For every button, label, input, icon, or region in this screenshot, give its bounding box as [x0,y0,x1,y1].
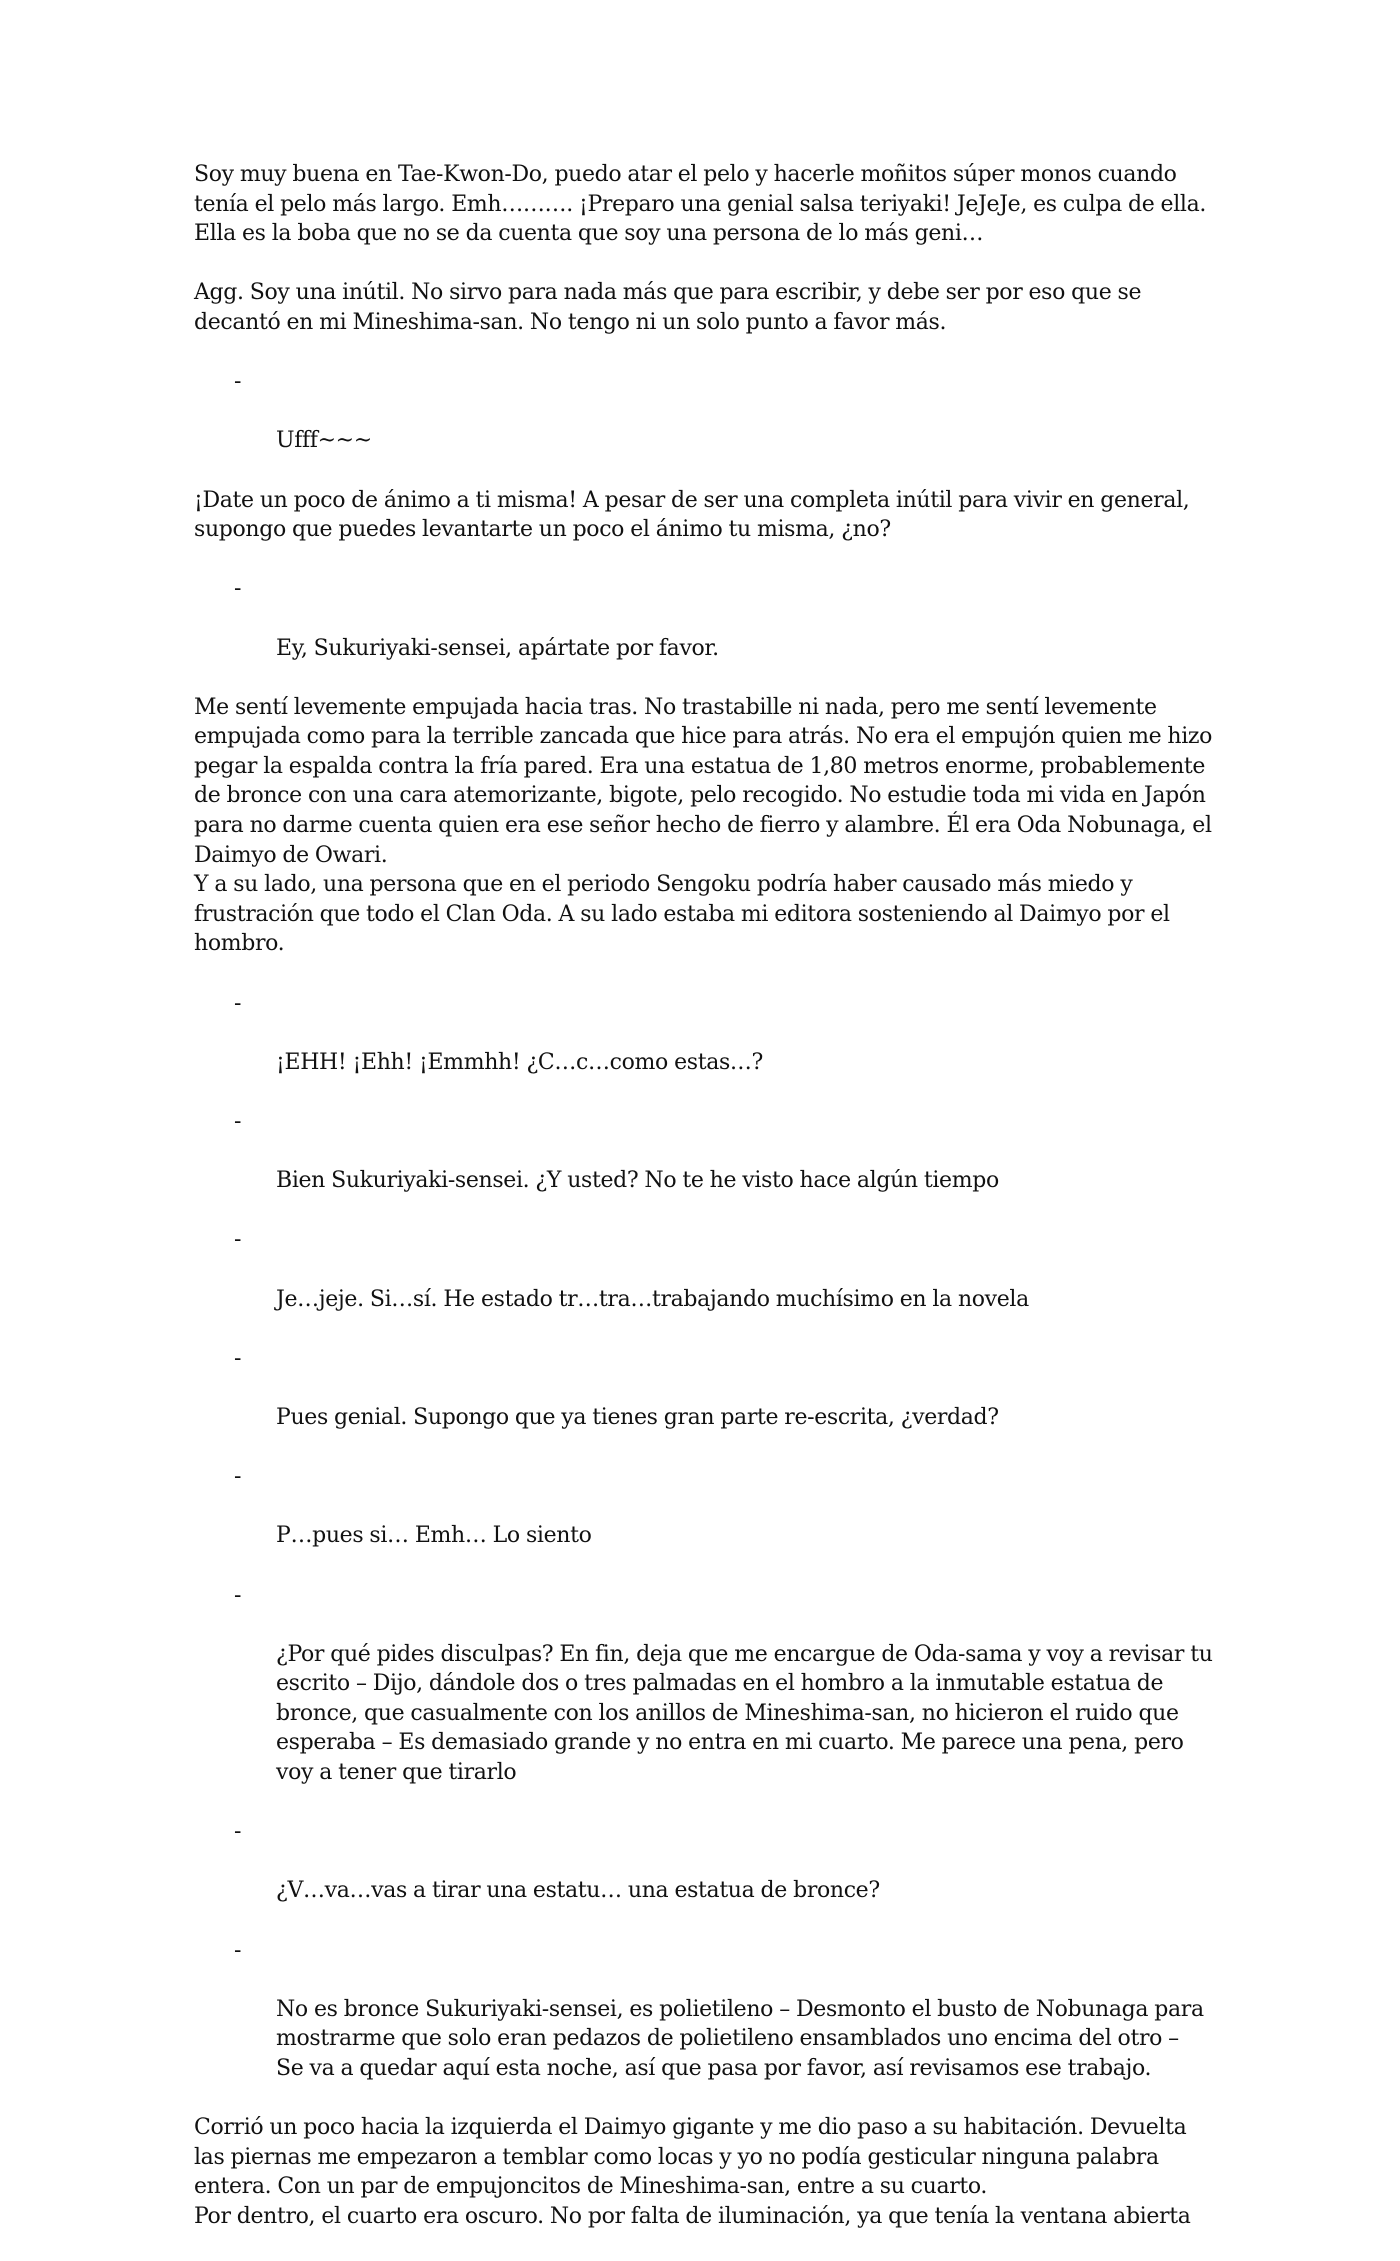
paragraph: Me sentí levemente empujada hacia tras. No trastabille ni nada, pero me sentí levemente empujada como para la terrible zancada que hice para atrás. No era el empujón quien me hizo pegar la espalda contra la fría pared. Era una estatua de 1,80 metros enorme, probablemente de bronce con una cara atemorizante, bigote, pelo recogido. No estudie toda mi vida en Japón para no darme cuenta quien era ese señor hecho de fierro y alambre. Él era Oda Nobunaga, el Daimyo de Owari. [194,694,1213,868]
paragraph: Soy muy buena en Tae-Kwon-Do, puedo atar el pelo y hacerle moñitos súper monos cuando tenía el pelo más largo. Emh………. ¡Preparo una genial salsa teriyaki! JeJeJe, es culpa de ella. Ella es la boba que no se da cuenta que soy una persona de lo más geni… [194,162,1206,247]
paragraph: Y a su lado, una persona que en el periodo Sengoku podría haber causado más miedo y frustración que todo el Clan Oda. A su lado estaba mi editora sosteniendo al Daimyo por el hombro. [194,872,1170,957]
paragraph: Agg. Soy una inútil. No sirvo para nada más que para escribir, y debe ser por eso que se decantó en mi Mineshima-san. No tengo ni un solo punto a favor más. [194,280,1142,335]
dialogue-text: Pues genial. Supongo que ya tienes gran parte re-escrita, ¿verdad? [276,1404,999,1430]
dialogue-dash: - [234,1582,242,1608]
document-body [194,160,1214,2261]
dialogue-line [194,1344,1214,1433]
dialogue-dash: - [234,1227,242,1253]
dialogue-text: P…pues si… Emh… Lo siento [276,1523,592,1549]
dialogue-dash: - [234,1464,242,1490]
dialogue-line [194,1462,1214,1551]
dialogue-dash: - [234,1345,242,1371]
dialogue-text: ¡EHH! ¡Ehh! ¡Emmhh! ¿C…c…como estas…? [276,1049,763,1075]
dialogue-dash: - [234,1819,242,1845]
dialogue-text: Bien Sukuriyaki-sensei. ¿Y usted? No te he visto hace algún tiempo [276,1168,999,1194]
dialogue-dash: - [234,1109,242,1134]
paragraph: Corrió un poco hacia la izquierda el Daimyo gigante y me dio paso a su habitación. Devuelta las piernas me empezaron a temblar como locas y yo no podía gesticular ninguna palabra entera. Con un par de empujoncitos de Mineshima-san, entre a su cuarto. [194,2115,1187,2200]
paragraph: ¡Date un poco de ánimo a ti misma! A pesar de ser una completa inútil para vivir en general, supongo que puedes levantarte un poco el ánimo tu misma, ¿no? [194,487,1190,543]
dialogue-text: ¿Por qué pides disculpas? En fin, deja que me encargue de Oda-sama y voy a revisar tu escrito – Dijo, dándole dos o tres palmadas en el hombro a la inmutable estatua de bronce, que casualmente con los anillos de Mineshima-san, no hicieron el ruido que esperaba – Es demasiado grande y no entra en mi cuarto. Me parece una pena, pero voy a tener que tirarlo [276,1641,1213,1786]
dialogue-text: Ey, Sukuriyaki-sensei, apártate por favor. [276,635,719,661]
dialogue-dash: - [234,369,242,395]
paragraph: Por dentro, el cuarto era oscuro. No por falta de iluminación, ya que tenía la ventana abierta [194,2203,1191,2229]
dialogue-line [194,1581,1214,1788]
dialogue-line [194,1107,1214,1196]
dialogue-text: ¿V…va…vas a tirar una estatu… una estatua de bronce? [276,1878,880,1904]
dialogue-line [194,1936,1214,2084]
dialogue-text: Ufff~~~ [276,428,372,454]
dialogue-line [194,1225,1214,1314]
dialogue-line [194,1817,1214,1906]
dialogue-line [194,989,1214,1078]
dialogue-dash: - [234,576,242,602]
dialogue-dash: - [234,990,242,1016]
dialogue-dash: - [234,1937,242,1963]
dialogue-text: Je…jeje. Si…sí. He estado tr…tra…trabajando muchísimo en la novela [276,1286,1029,1312]
dialogue-line [194,574,1214,663]
dialogue-line [194,367,1214,456]
dialogue-text: No es bronce Sukuriyaki-sensei, es polietileno – Desmonto el busto de Nobunaga para mostrarme que solo eran pedazos de polietileno ensamblados uno encima del otro – Se va a quedar aquí esta noche, así que pasa por favor, así revisamos ese trabajo. [276,1996,1204,2081]
